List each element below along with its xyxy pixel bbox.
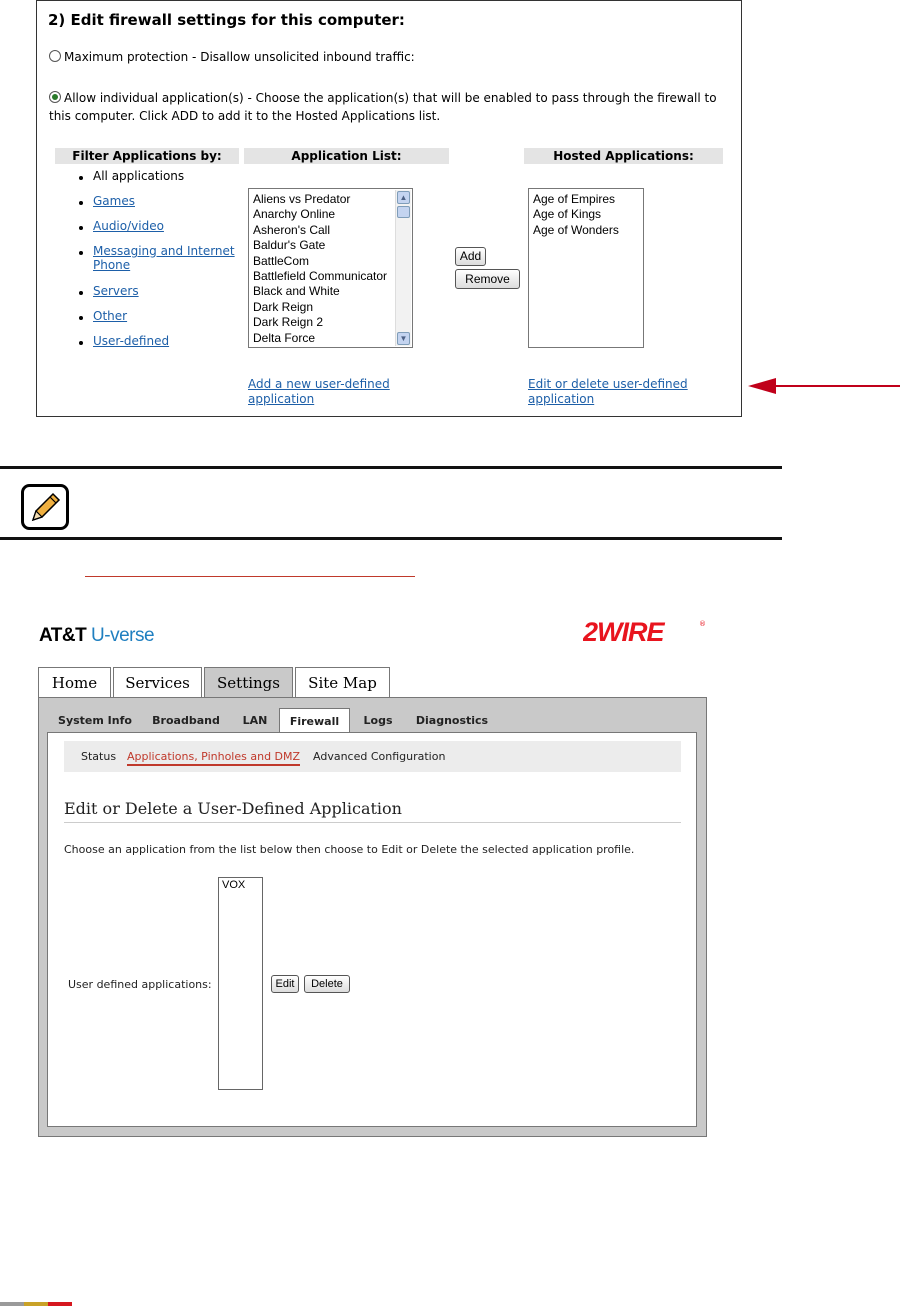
instructions-text: Choose an application from the list below then choose to Edit or Delete the selected application profile. — [64, 843, 635, 856]
tab-site-map[interactable]: Site Map — [295, 667, 390, 698]
filter-audio-video-link[interactable]: Audio/video — [93, 219, 164, 233]
hosted-applications-listbox[interactable] — [528, 188, 644, 348]
subnav-advanced-configuration[interactable]: Advanced Configuration — [313, 750, 446, 763]
2wire-logo-text: 2WIRE — [583, 617, 664, 646]
firewall-settings-panel — [36, 0, 742, 417]
subnav-applications-pinholes-dmz[interactable]: Applications, Pinholes and DMZ — [127, 750, 300, 766]
content-frame — [47, 732, 697, 1127]
application-listbox[interactable] — [248, 188, 413, 348]
filter-header: Filter Applications by: — [55, 148, 239, 164]
note-pencil-icon — [21, 484, 69, 530]
user-apps-label: User defined applications: — [68, 978, 212, 991]
add-button[interactable]: Add — [455, 247, 486, 266]
tab-settings[interactable]: Settings — [204, 667, 293, 699]
note-divider-top — [0, 466, 782, 469]
hosted-options — [529, 192, 619, 238]
footer-bar-gray — [0, 1302, 24, 1306]
filter-other-link[interactable]: Other — [93, 309, 128, 323]
remove-button[interactable]: Remove — [455, 269, 520, 289]
list-item[interactable]: BattleCom — [253, 253, 310, 268]
list-item[interactable]: Black and White — [253, 284, 340, 299]
max-protection-option[interactable] — [49, 50, 415, 64]
list-item[interactable]: Dark Reign — [253, 299, 314, 314]
subnav-status[interactable]: Status — [81, 750, 117, 763]
att-logo-text: AT&T — [39, 625, 87, 646]
list-item[interactable]: Asheron's Call — [253, 222, 330, 237]
list-item[interactable]: Dark Reign 2 — [253, 315, 324, 330]
user-apps-listbox[interactable] — [218, 877, 263, 1090]
scroll-down-icon[interactable]: ▼ — [397, 332, 410, 345]
allow-individual-option[interactable] — [49, 89, 739, 125]
panel-title: 2) Edit firewall settings for this computer: — [48, 11, 405, 29]
edit-user-defined-link[interactable]: Edit or delete user-defined application — [528, 377, 688, 406]
max-protection-label: Maximum protection - Disallow unsolicited inbound traffic: — [64, 50, 415, 64]
filter-item[interactable] — [75, 194, 243, 219]
vertical-scrollbar[interactable] — [395, 190, 411, 346]
allow-individual-label: Allow individual application(s) - Choose the application(s) that will be enabled to pass through the firewall to this computer. Click ADD to add it to the Hosted Applications list. — [49, 91, 717, 123]
2wire-logo — [583, 616, 708, 646]
filter-user-defined-link[interactable]: User-defined — [93, 334, 170, 348]
edit-button[interactable]: Edit — [271, 975, 299, 993]
list-item[interactable]: Delta Force — [253, 330, 316, 345]
radio-icon[interactable] — [49, 91, 61, 103]
filter-item[interactable] — [75, 309, 243, 334]
filter-servers-link[interactable]: Servers — [93, 284, 139, 298]
note-divider-bottom — [0, 537, 782, 540]
list-item[interactable]: Battlefield Communicator — [253, 268, 388, 283]
application-options — [249, 192, 394, 346]
footer-bar-red — [48, 1302, 72, 1306]
filter-all-label: All applications — [93, 169, 185, 183]
filter-item[interactable] — [75, 284, 243, 309]
filter-games-link[interactable]: Games — [93, 194, 135, 208]
scroll-up-icon[interactable]: ▲ — [397, 191, 410, 204]
subtab-lan[interactable]: LAN — [242, 714, 268, 727]
delete-button[interactable]: Delete — [304, 975, 350, 993]
subtab-system-info[interactable]: System Info — [58, 714, 132, 727]
list-item[interactable]: VOX — [222, 879, 246, 891]
filter-list — [75, 169, 243, 359]
red-rule — [85, 576, 415, 577]
subtab-broadband[interactable]: Broadband — [152, 714, 220, 727]
footer-bar-gold — [24, 1302, 48, 1306]
subtab-diagnostics[interactable]: Diagnostics — [415, 714, 489, 727]
list-item[interactable]: Age of Kings — [533, 207, 602, 222]
subtab-firewall[interactable]: Firewall — [279, 708, 350, 733]
tab-services[interactable]: Services — [113, 667, 202, 698]
list-item[interactable]: Anarchy Online — [253, 207, 336, 222]
list-item[interactable]: Age of Wonders — [533, 222, 619, 237]
att-uverse-logo — [39, 625, 154, 647]
filter-item — [75, 169, 243, 194]
tab-home[interactable]: Home — [38, 667, 111, 698]
subtab-logs[interactable]: Logs — [363, 714, 393, 727]
radio-icon[interactable] — [49, 50, 61, 62]
uverse-logo-text: U-verse — [91, 625, 155, 646]
red-arrow-icon — [748, 376, 900, 396]
filter-item[interactable] — [75, 334, 243, 359]
page-title: Edit or Delete a User-Defined Application — [64, 799, 402, 818]
add-user-defined-link[interactable]: Add a new user-defined application — [248, 377, 390, 406]
scroll-thumb[interactable] — [397, 206, 410, 218]
list-item[interactable]: Baldur's Gate — [253, 238, 326, 253]
filter-item[interactable] — [75, 219, 243, 244]
hosted-applications-header: Hosted Applications: — [524, 148, 723, 164]
list-item[interactable]: Age of Empires — [533, 192, 616, 206]
filter-messaging-link[interactable]: Messaging and Internet Phone — [93, 244, 235, 272]
filter-item[interactable] — [75, 244, 243, 284]
application-list-header: Application List: — [244, 148, 449, 164]
title-divider — [64, 822, 681, 823]
svg-text:®: ® — [699, 620, 706, 628]
list-item[interactable]: Aliens vs Predator — [253, 192, 351, 206]
